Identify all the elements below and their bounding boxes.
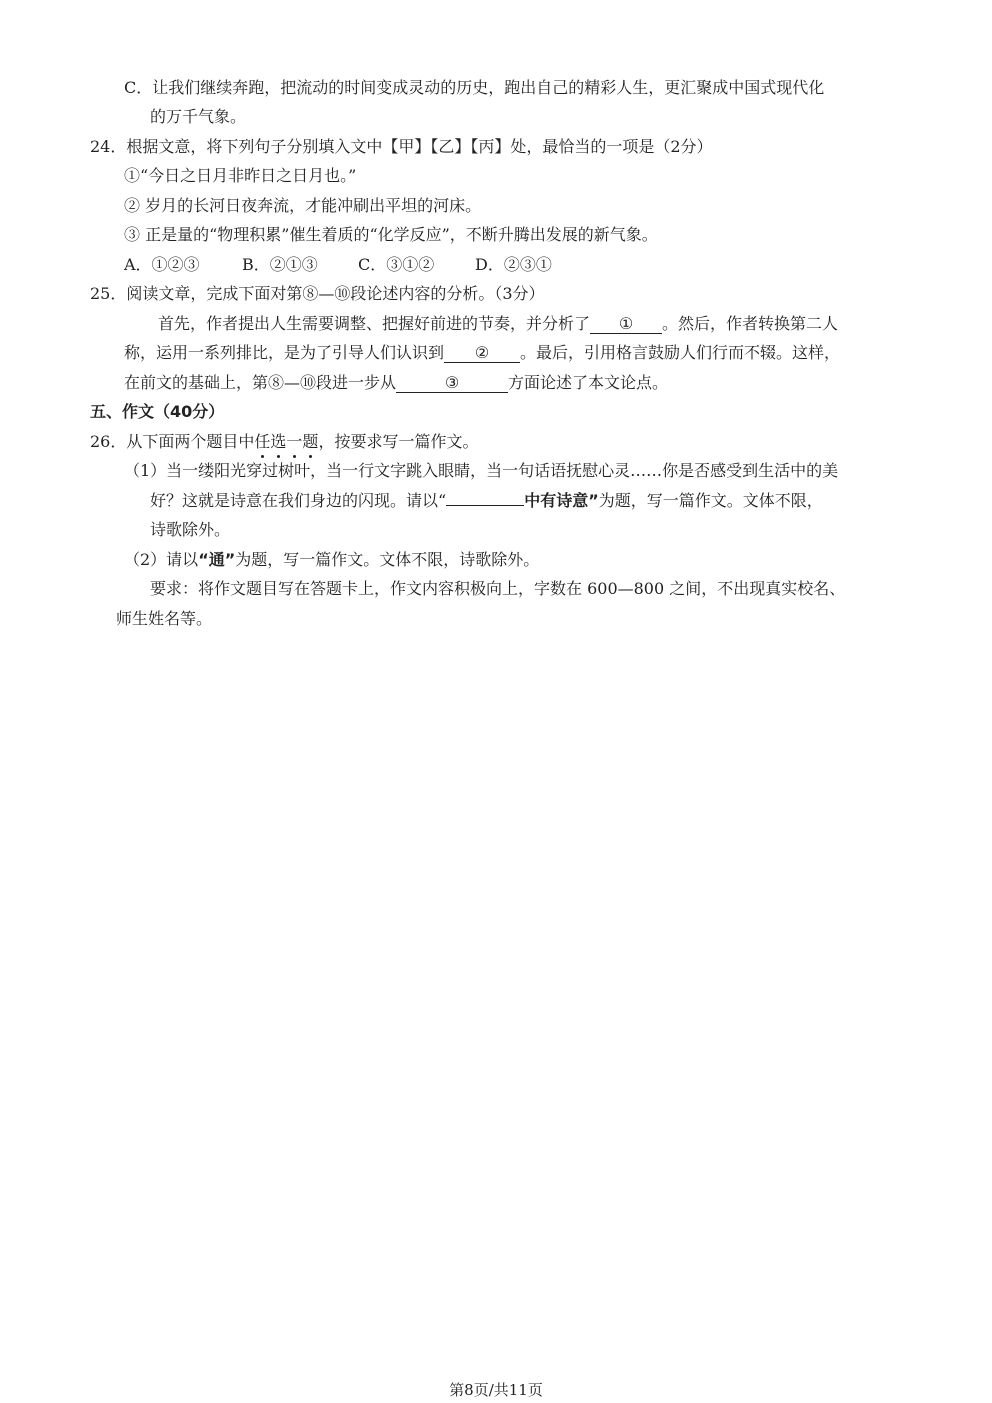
- q26-dotted-char-4: 题: [302, 432, 319, 451]
- q25-line-1-text-a: 首先，作者提出人生需要调整、把握好前进的节奏，并分析了: [158, 314, 591, 333]
- q26-prompt-1-line3: 诗歌除外。: [150, 520, 231, 539]
- q26-prompt-1-title: 中有诗意”: [524, 491, 599, 510]
- q26-prompt-1-line2: [150, 491, 823, 511]
- q26-prompt-1-text-b: 为题，写一篇作文。文体不限，: [598, 491, 823, 510]
- q24-option-c: C．③①②: [358, 255, 435, 274]
- q26-title-blank[interactable]: [446, 505, 524, 506]
- q25-line-3: [124, 373, 668, 393]
- q26-requirements-line2: 师生姓名等。: [116, 609, 213, 628]
- q26-stem-text-b: ，按要求写一篇作文。: [318, 432, 479, 451]
- q24-option-d: D．②③①: [475, 255, 552, 274]
- q26-dotted-char-1: 任: [254, 432, 271, 451]
- page-footer: 第8页/共11页: [449, 1381, 543, 1399]
- q26-prompt-2-text-a: （2）请以: [124, 550, 199, 569]
- q26-prompt-2-title: “通”: [198, 550, 236, 569]
- q26-stem: [90, 432, 478, 452]
- q26-stem-text-a: 26．从下面两个题目中: [90, 432, 255, 451]
- q24-item-3: ③ 正是量的“物理积累”催生着质的“化学反应”，不断升腾出发展的新气象。: [124, 225, 658, 244]
- q26-dotted-char-2: 选: [270, 432, 287, 451]
- q23-option-c-line2: 的万千气象。: [150, 107, 247, 126]
- q25-stem: 25．阅读文章，完成下面对第⑧—⑩段论述内容的分析。（3分）: [90, 284, 545, 303]
- q25-blank-1[interactable]: ①: [590, 315, 662, 334]
- q24-option-b: B．②①③: [242, 255, 318, 274]
- q25-blank-2[interactable]: ②: [444, 344, 520, 363]
- q26-prompt-1-line1: （1）当一缕阳光穿过树叶，当一行文字跳入眼睛，当一句话语抚慰心灵……你是否感受到生活中的美: [124, 461, 839, 480]
- q25-line-1: [158, 314, 838, 334]
- q24-item-1: ①“今日之日月非昨日之日月也。”: [124, 166, 357, 185]
- q24-item-2: ② 岁月的长河日夜奔流，才能冲刷出平坦的河床。: [124, 196, 482, 215]
- q25-line-3-text-a: 在前文的基础上，第⑧—⑩段进一步从: [124, 373, 397, 392]
- q24-option-a: A．①②③: [124, 255, 200, 274]
- q26-prompt-2: [124, 550, 539, 570]
- q25-line-2: [124, 343, 840, 363]
- q25-line-2-text-a: 称，运用一系列排比，是为了引导人们认识到: [124, 343, 445, 362]
- q26-prompt-1-text-a: 好？这就是诗意在我们身边的闪现。请以“: [150, 491, 447, 510]
- q26-dotted-char-3: 一: [286, 432, 303, 451]
- q25-blank-3[interactable]: ③: [396, 374, 508, 393]
- q23-option-c-line1: C．让我们继续奔跑，把流动的时间变成灵动的历史，跑出自己的精彩人生，更汇聚成中国式现代化: [124, 78, 825, 97]
- q26-requirements-line1: 要求：将作文题目写在答题卡上，作文内容积极向上，字数在 600—800 之间，不出现真实校名、: [150, 579, 846, 598]
- q26-prompt-2-text-b: 为题，写一篇作文。文体不限，诗歌除外。: [235, 550, 540, 569]
- q24-stem: 24．根据文意，将下列句子分别填入文中【甲】【乙】【丙】处，最恰当的一项是（2分）: [90, 137, 713, 156]
- q25-line-1-text-b: 。然后，作者转换第二人: [662, 314, 839, 333]
- q25-line-2-text-b: 。最后，引用格言鼓励人们行而不辍。这样，: [520, 343, 841, 362]
- q25-line-3-text-b: 方面论述了本文论点。: [508, 373, 669, 392]
- section-5-title: 五、作文（40分）: [90, 402, 225, 421]
